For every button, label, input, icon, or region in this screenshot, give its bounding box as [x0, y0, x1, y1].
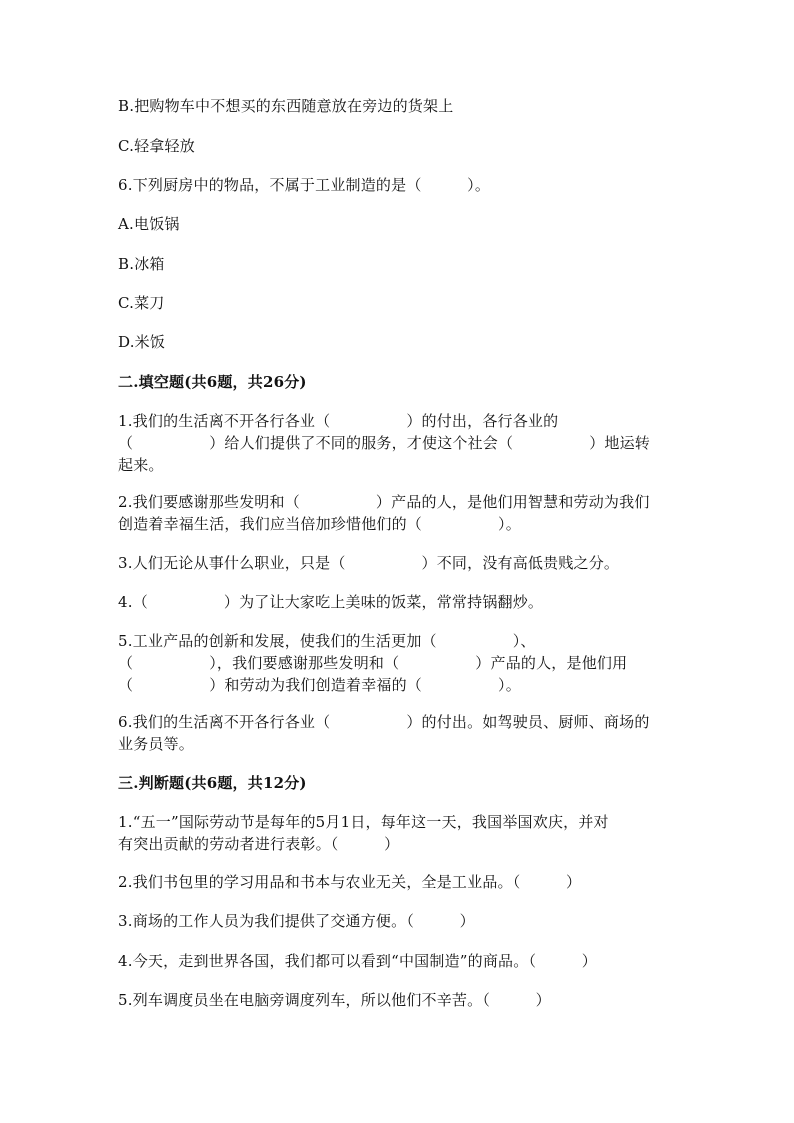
fill-q1-line-2: （ ）给人们提供了不同的服务，才使这个社会（ ）地运转	[118, 434, 651, 452]
fill-q1-line-1: 1.我们的生活离不开各行各业（ ）的付出，各行各业的	[118, 412, 559, 430]
fill-q5-line-3: （ ）和劳动为我们创造着幸福的（ ）。	[118, 676, 521, 694]
fill-q2-line-1: 2.我们要感谢那些发明和（ ）产品的人，是他们用智慧和劳动为我们	[118, 493, 650, 511]
section-title-true-false: 三.判断题(共6题，共12分)	[118, 774, 307, 792]
tf-q2: 2.我们书包里的学习用品和书本与农业无关，全是工业品。（ ）	[118, 873, 582, 891]
fill-q5-line-1: 5.工业产品的创新和发展，使我们的生活更加（ ）、	[118, 632, 536, 650]
q6-option-a: A.电饭锅	[118, 215, 180, 233]
q6-stem: 6.下列厨房中的物品，不属于工业制造的是（ ）。	[118, 176, 491, 194]
fill-q6-line-2: 业务员等。	[118, 735, 195, 753]
q6-option-c: C.菜刀	[118, 294, 165, 312]
tf-q1-line-2: 有突出贡献的劳动者进行表彰。（ ）	[118, 835, 400, 853]
tf-q3: 3.商场的工作人员为我们提供了交通方便。（ ）	[118, 912, 475, 930]
q6-option-b: B.冰箱	[118, 255, 165, 273]
section-title-fill-blank: 二.填空题(共6题，共26分)	[118, 373, 307, 391]
tf-q5: 5.列车调度员坐在电脑旁调度列车，所以他们不辛苦。（ ）	[118, 991, 551, 1009]
fill-q1-line-3: 起来。	[118, 456, 164, 474]
tf-q1-line-1: 1.“五一”国际劳动节是每年的5月1日，每年这一天，我国举国欢庆，并对	[118, 813, 609, 831]
tf-q4: 4.今天，走到世界各国，我们都可以看到“中国制造”的商品。（ ）	[118, 952, 597, 970]
q5-option-b: B.把购物车中不想买的东西随意放在旁边的货架上	[118, 97, 454, 115]
fill-q3: 3.人们无论从事什么职业，只是（ ）不同，没有高低贵贱之分。	[118, 554, 620, 572]
fill-q4: 4.（ ）为了让大家吃上美味的饭菜，常常持锅翻炒。	[118, 593, 544, 611]
q6-option-d: D.米饭	[118, 333, 166, 351]
fill-q6-line-1: 6.我们的生活离不开各行各业（ ）的付出。如驾驶员、厨师、商场的	[118, 713, 650, 731]
fill-q2-line-2: 创造着幸福生活，我们应当倍加珍惜他们的（ ）。	[118, 515, 521, 533]
q5-option-c: C.轻拿轻放	[118, 137, 195, 155]
fill-q5-line-2: （ ），我们要感谢那些发明和（ ）产品的人，是他们用	[118, 654, 628, 672]
